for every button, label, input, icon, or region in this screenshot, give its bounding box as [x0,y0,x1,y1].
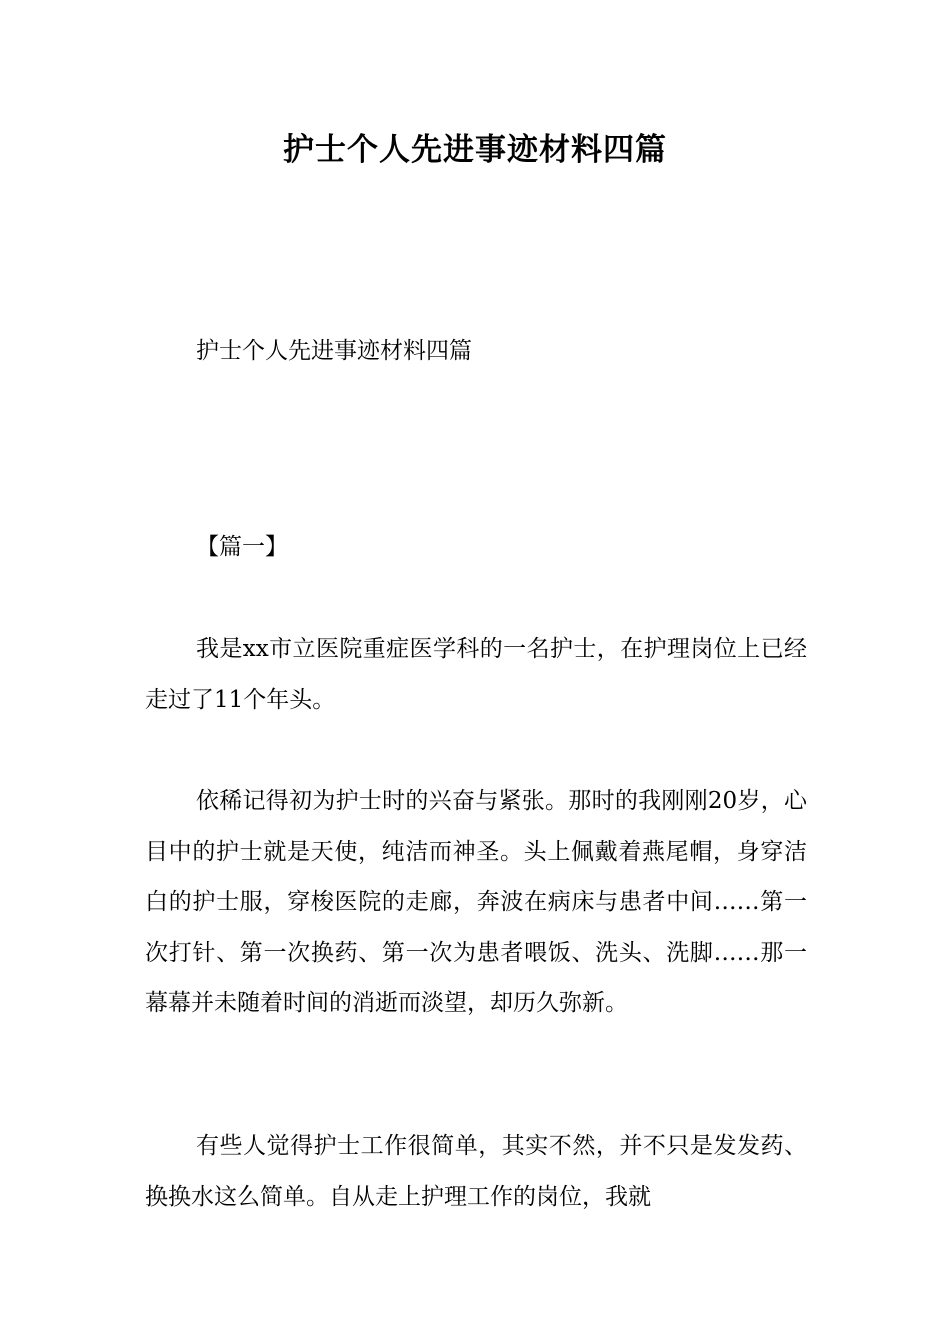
document-subtitle: 护士个人先进事迹材料四篇 [196,338,472,364]
body-paragraph: 我是xx市立医院重症医学科的一名护士，在护理岗位上已经走过了11个年头。 [145,636,807,713]
body-paragraph: 有些人觉得护士工作很简单，其实不然，并不只是发发药、换换水这么简单。自从走上护理工作的岗位，我就 [145,1133,807,1210]
body-paragraph: 依稀记得初为护士时的兴奋与紧张。那时的我刚刚20岁，心目中的护士就是天使，纯洁而神圣。头上佩戴着燕尾帽，身穿洁白的护士服，穿梭医院的走廊，奔波在病床与患者中间……第一次打针、第一次换药、第一次为患者喂饭、洗头、洗脚……那一幕幕并未随着时间的消逝而淡望，却历久弥新。 [145,788,807,1016]
section-heading: 【篇一】 [196,534,288,560]
page-title: 护士个人先进事迹材料四篇 [283,132,667,168]
